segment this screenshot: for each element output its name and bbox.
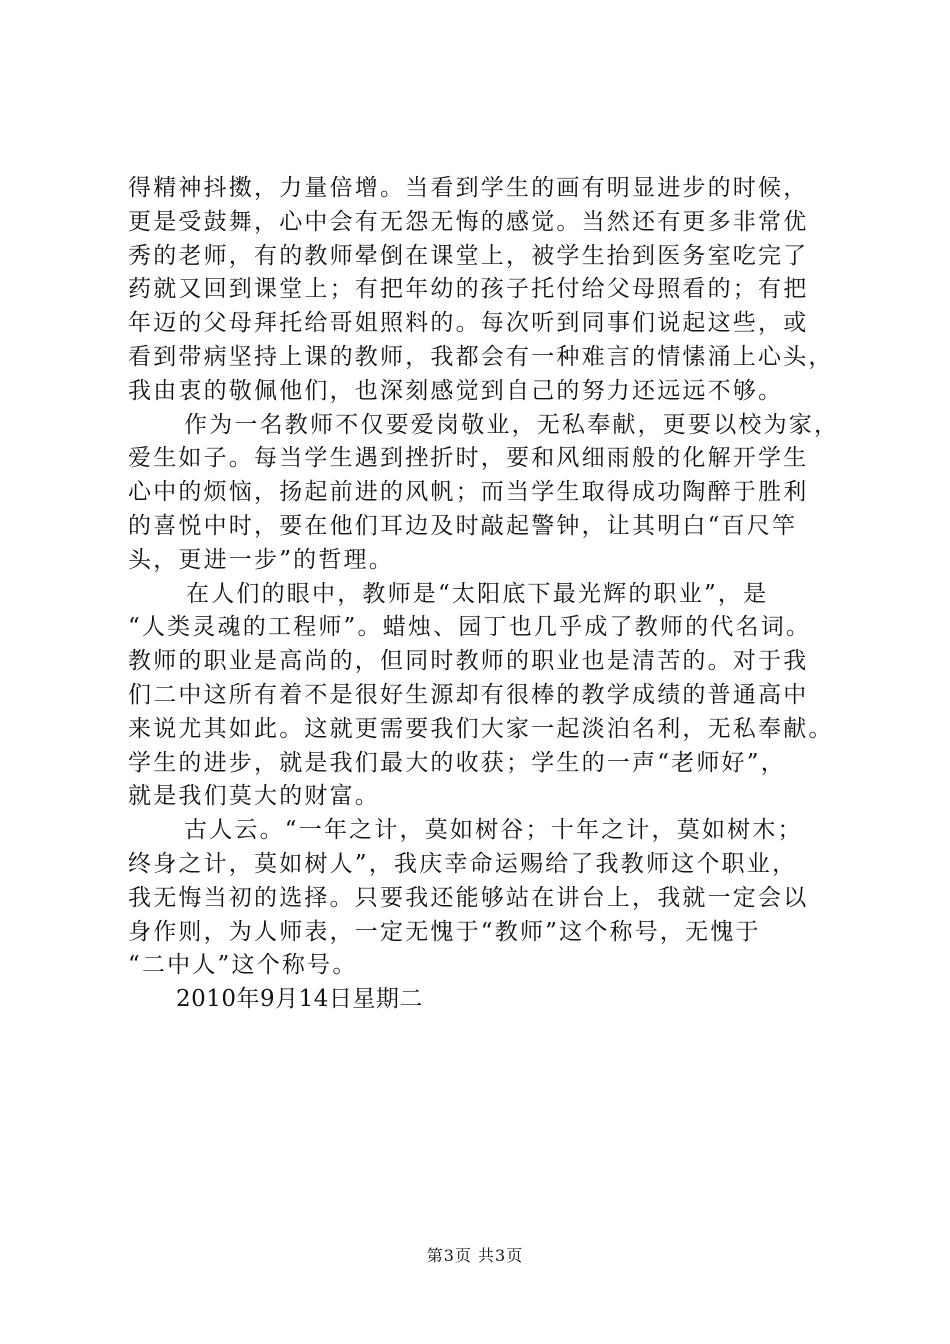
text-line: “二中人”这个称号。 bbox=[128, 952, 358, 979]
text-line: 年迈的父母拜托给哥姐照料的。每次听到同事们说起这些，或 bbox=[128, 310, 809, 337]
text-line: 爱生如子。每当学生遇到挫折时，要和风细雨般的化解开学生 bbox=[128, 445, 809, 472]
text-line: 我由衷的敬佩他们，也深刻感觉到自己的努力还远远不够。 bbox=[128, 377, 784, 404]
document-body bbox=[128, 172, 838, 1017]
text-line: 看到带病坚持上课的教师，我都会有一种难言的情愫涌上心头， bbox=[128, 343, 834, 370]
paragraph-4 bbox=[128, 814, 838, 983]
text-line: 头，更进一步”的哲理。 bbox=[128, 546, 394, 573]
text-line: 得精神抖擞，力量倍增。当看到学生的画有明显进步的时候， bbox=[128, 175, 809, 201]
text-line: 我无悔当初的选择。只要我还能够站在讲台上，我就一定会以 bbox=[128, 884, 809, 911]
text-line: 终身之计，莫如树人”，我庆幸命运赐给了我教师这个职业， bbox=[128, 850, 798, 877]
paragraph-3 bbox=[128, 578, 838, 815]
text-line: 秀的老师，有的教师晕倒在课堂上，被学生抬到医务室吃完了 bbox=[128, 242, 809, 269]
text-line: 更是受鼓舞，心中会有无怨无悔的感觉。当然还有更多非常优 bbox=[128, 208, 809, 235]
text-line: 药就又回到课堂上；有把年幼的孩子托付给父母照看的；有把 bbox=[128, 276, 809, 303]
text-line: 古人云。“一年之计，莫如树谷；十年之计，莫如树木； bbox=[184, 817, 803, 844]
text-line: 在人们的眼中，教师是“太阳底下最光辉的职业”，是 bbox=[186, 580, 769, 607]
paragraph-2 bbox=[128, 409, 838, 578]
text-line: 作为一名教师不仅要爱岗敬业，无私奉献，更要以校为家， bbox=[184, 411, 840, 438]
paragraph-1 bbox=[128, 172, 838, 409]
text-line: 的喜悦中时，要在他们耳边及时敲起警钟，让其明白“百尺竿 bbox=[128, 512, 798, 539]
text-line: 们二中这所有着不是很好生源却有很棒的教学成绩的普通高中 bbox=[128, 681, 809, 708]
text-line: 教师的职业是高尚的，但同时教师的职业也是清苦的。对于我 bbox=[128, 648, 809, 675]
text-line: 来说尤其如此。这就更需要我们大家一起淡泊名利，无私奉献。 bbox=[128, 715, 834, 742]
text-line: 学生的进步，就是我们最大的收获；学生的一声“老师好”， bbox=[128, 749, 786, 776]
text-line: “人类灵魂的工程师”。蜡烛、园丁也几乎成了教师的代名词。 bbox=[128, 614, 812, 641]
text-line: 就是我们莫大的财富。 bbox=[128, 783, 380, 810]
document-date: 2010年9月14日星期二 bbox=[176, 986, 423, 1013]
text-line: 心中的烦恼，扬起前进的风帆；而当学生取得成功陶醉于胜利 bbox=[128, 479, 809, 506]
page-number-footer: 第3页 共3页 bbox=[426, 1246, 524, 1265]
text-line: 身作则，为人师表，一定无愧于“教师”这个称号，无愧于 bbox=[128, 918, 761, 945]
